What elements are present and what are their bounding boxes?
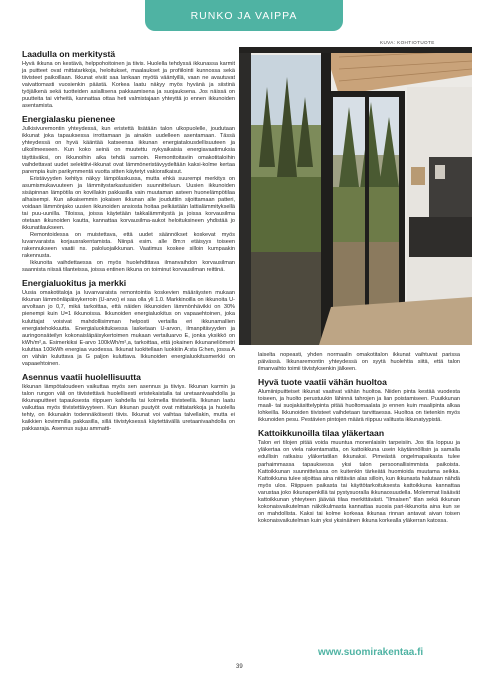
right-text-column: [258, 352, 460, 525]
paragraph: Hyvä ikkuna on kestävä, helppohoitoinen ja tiivis. Huolella tehdyssä ikkunassa karmit ja puitteet ovat mittatarkkoja, heloitukset, maalaukset ja profiilointi kunnossa sekä tiivisteet paikoillaan. Ikkunat eivät saa lankaan myötä vääntyillä, vaan ne avautuvat vaivattomasti vuosienkin päästä. Korkea laatu näkyy myös hyvänä ja siistinä työjälkenä sekä tuotteiden asiallisena pakkaamisena ja suojauksena. Jos näissä on puutteita tai virheitä, kannattaa ottaa heti valmistajaan yhteyttä jo ennen ikkunoiden asentamista.: [22, 61, 235, 110]
paragraph: Ikkunoita vaihdettaessa on myös huolehdittava ilmanvaihdon korvausilman saannista niissä tilanteissa, joissa entinen ikkuna on toiminut korvausilman reittinä.: [22, 260, 235, 274]
section-title: RUNKO JA VAIPPA: [190, 9, 298, 22]
paragraph: Alumiinipuitteiset ikkunat vaativat vähän huoltoa. Niiden pinta kestää vuodesta toiseen, ja huolto perustuukin lähinnä tahrojen ja lian poistamiseen. Puuikkunan maali- tai suojakäsittelypinta pitää huoltomaalata jo ennen kuin maalipinta alkaa lohkeilla. Ikkunoiden tiivisteet vaihdetaan tarvittaessa. Huoltoa on tietenkin myös ikkunoiden pesu. Pestävien pintojen määrä riippuu valitusta ikkunatyypistä.: [258, 389, 460, 424]
left-text-column: [22, 45, 235, 433]
section-header-tab: [145, 0, 343, 31]
heading-installation: Asennus vaatii huolellisuutta: [22, 371, 141, 382]
paragraph: Julkisivuremontin yhteydessä, kun eristettä lisätään talon ulkopuolelle, joudutaan ikkunat joka tapauksessa irrottamaan ja ainakin uudelleen asentamaan. Tässä yhteydessä on hyvä kääntää katseensa ikkunan energiatalousdellisuuteen ja ulkoilmeeseen. Kun koko seinä on muutettu nykyaikaisia energiavaatimuksia täyttäväksi, on ikkunoihin aika tehdä samoin. Remonttoitaviin omakotitaloihin vaihdettavat uudet selektiivi-ikkunat ovat lämmöneristävyydeltään kaksi-kolme kertaa parempia kuin parikymmentä vuotta sitten käytetyt vakioratkaisut.: [22, 126, 235, 175]
paragraph: Eristävyyden kehitys näkyy lämpölaskussa, mutta ehkä suurempi merkitys on asumismukavuuteen ja lämmitystarkastusiden suunnitteluun. Uusien ikkunoiden sisäpinnan lämpötila on kovillakin pakkasilla vain muutaman asteen huonelämpötilaa alhaisempi. Kun aikaisemmin jokaisen ikkunan alle jouduttiin sijoittamaan patteri, voidaan lämmönjako uusien ikkunoiden ansiosta hoitaa pelkästään lattialämmityksellä tai puu-uunilla. Tiloissa, joissa käytetään takkalämmitystä ja joissa korvausilma otetaan ikkunoiden kautta, kannattaa korvausilma-aukot heloituksineen yhdistää jo ikkunatilaukseen.: [22, 175, 235, 231]
heading-maintenance: Hyvä tuote vaatii vähän huoltoa: [258, 377, 387, 388]
paragraph: Talon eri tilojen pitää voida muuntua monenlaisiin tarpeisiin. Jos tila loppuu ja yläkertaa on viela rakentamatta, on kattoikkuna usein käytännöllisin ja samalla edullisin ratkaisu yläkertatilan ikkunaksi. Pimeästä ongelmapaikasta tulee parhaimmassa tapauksessa yksi talon persoonallisimmista paikoista. Kattoikkunan suunnittelussa on kuitenkin tärkeätä huomioida muutama seikka. Kattoikkuna tulee sijoittaa aina niittävän alas silloin, kun ikkunasta halutaan nähdä myös ulos. Riippuen paikasta tai käyttötarkoituksesta kattoikkuna kannattaa varustaa joko ikkunapenkillä tai pystysuoralla ikkunaosuudella. Molemmat lisäävät kattoikkunan yhteyteen jäävää tilaa merkittävästi. "Ilmaisen" tilan sekä ikkunan kokonaisvaikutelman näkökulmasta kannattaa suosia pari-ikkunoita aina kun se on mahdollista. Kaksi tai kolme korkeaa ikkunaa rinnan antavat aivan toisen kokonaisvaikutelman kuin yksi yksinäinen ikkuna korkealla yläkerran katossa.: [258, 440, 460, 524]
photo-credit: KUVA: KOHTIOTUOTE: [380, 40, 435, 45]
website-link[interactable]: www.suomirakentaa.fi: [318, 647, 424, 658]
paragraph: laiselta nopeasti, yhden normaalin omakotitalon ikkunat vaihtuvat parissa päivässä. Ikkunaremontin yhteydessä on syytä huolehtia siitä, että talon ilmanvaihto toimii tiivistyksenkin jälkeen.: [258, 352, 460, 373]
paragraph: Remontoidessa on muistettava, että uudet säännökset koskevat myös luvanvaraista korjausrakentamista. Niinpä esim. alle 8m:n etäisyys toiseen rakennukseen vaatii ns. paloluojaikkunan. Vaatimus koskee silloin kumpaakin rakennusta.: [22, 232, 235, 260]
heading-energy-bill: Energialasku pienenee: [22, 114, 116, 125]
heading-roof-windows: Kattoikkunoilla tilaa yläkertaan: [258, 428, 385, 439]
window-photo-illustration: [239, 47, 472, 345]
heading-quality: Laadulla on merkitystä: [22, 49, 116, 59]
heading-energy-rating: Energialuokitus ja merkki: [22, 278, 127, 289]
window-photo: [239, 47, 472, 345]
paragraph: Ikkunan lämpötaloudeen vaikuttaa myös sen asennus ja tiiviys. Ikkunan karmin ja talon rungon väli on tiivistettävä huolellisesti eristekaistalla tai uretaanivaahdolla ja ikkunapuitteet tapauksesta riippuen kahdella tai kolmella tiivisteellä. Ikkunan laatu vaikuttaa myös tiivistettävyyteen. Kun ikkunan puutyöt ovat mittatarkkoja ja huolella tehty, on ikkunakin todennäköisesti tiivis. Ikkunat voi vaihtaa talvellakin, mutta ei kaikkien kovimmilla pakkasilla, sillä tiivistyksessä käytettävällä uretaanivaahdolla on pakkasraja. Asennus sujuu ammatti-: [22, 383, 235, 433]
paragraph: Uusia omakotitaloja ja luvanvaraista remontointia koskevien määräysten mukaan ikkunan lämmönläpäisykerroin (U-arvo) ei saa olla yli 1.0. Markkinoilla on ikkunoita U-arvoltaan jo 0,7, mikä tarkoittaa, että näiden ikkunoiden lämmönhävikki on 30% pienempi kuin U=1 ikkunoissa. Ikkunoiden energialuokitus on vapaaehtoinen, joka kuluttajat voisivat mahdollisimman helposti vertailla eri ikkunamallien energiatehokkuutta. Energialuokituksessa lasketaan U-arvon, ilmanpitävyyden ja auringonsäteilyn kokonaisläpäisykertoimen mukaan vertailuarvo E, jonka yksikkö on kWh/m²,a. Esimerkiksi E-arvo 100kWh/m²,a, tarkoittaa, että jokainen ikkunaneliömetri kuluttaa 100kWh energiaa vuodessa. Ikkunat luokitellaan luokkiin A:sta G:hen, jossa A on vähän kuluttava ja G paljon kuluttava. Ikkunoiden energialuokitusmerkki on vapaaehtoinen.: [22, 290, 235, 367]
page-number: 39: [236, 664, 243, 670]
